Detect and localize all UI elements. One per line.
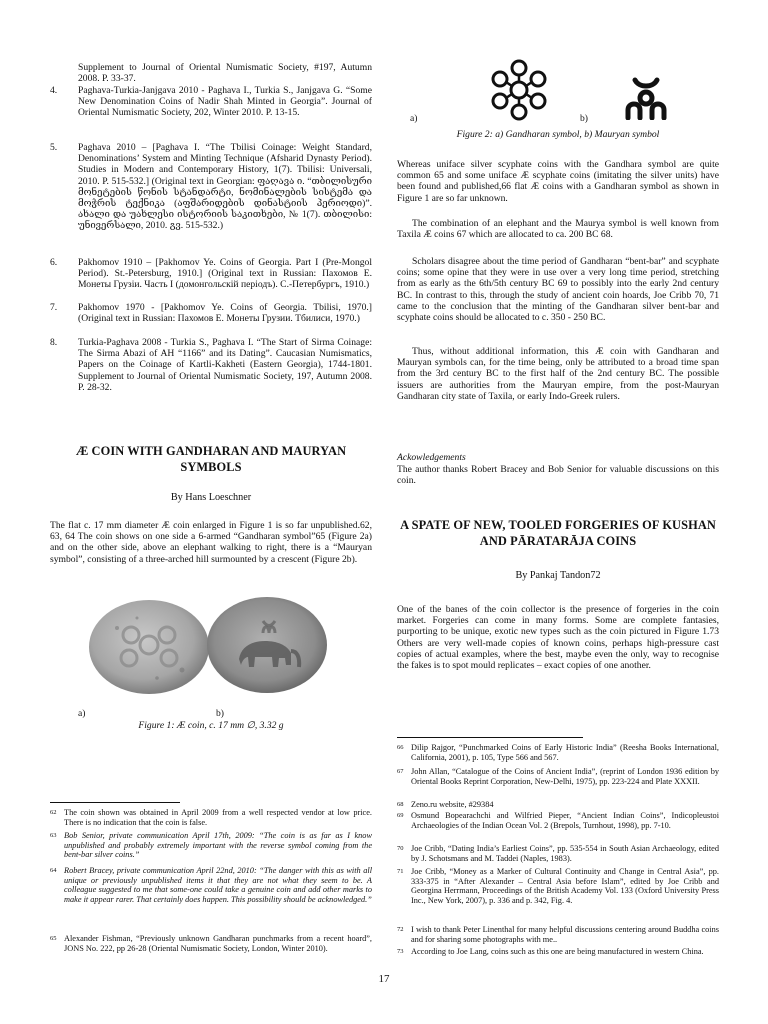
article-byline: By Hans Loeschner [170,492,252,503]
footnote-text: Alexander Fishman, “Previously unknown Gandharan punchmarks from a recent hoard”, JONS No. 222, pp 26-28 (Oriental Numismatic Society, London, Winter 2010). [64,934,372,953]
reference-number: 4. [50,85,58,96]
article-paragraph: Thus, without additional information, this Æ coin with Gandharan and Mauryan symbols can, for the time being, only be attributed to a broad time span from the 3rd century BC to the first half of the 2nd century BC. The possible issuers are authorities from the Mauryan empire, from the post-Mauryan Gandharan city state of Taxila, or early Indo-Greek rulers. [397,346,719,402]
reference-text: Supplement to Journal of Oriental Numismatic Society, #197, Autumn 2008. P. 33-37. [78,62,372,85]
footnote-65 [50,934,372,953]
article-paragraph: One of the banes of the coin collector is the presence of forgeries in the coin market. Forgeries can come in many forms. Some are complete fantasies, purporting to be unique, exotic new types such as the coin pictured in Figure 1.73 Others are very well-made copies of known coins, perhaps high-pressure cast copies of actual examples, where the best, maybe even the only, way to recognise the fakes is to spot mould replicates – exact copies of one another. [397,604,719,672]
footnote-number: 71 [397,868,404,875]
footnote-text: Dilip Rajgor, “Punchmarked Coins of Early Historic India” (Reesha Books International, California, 2001), p. 105, Type 566 and 567. [411,743,719,762]
article-title: A SPATE OF NEW, TOOLED FORGERIES OF KUSHAN AND PĀRATARĀJA COINS [400,518,716,548]
footnote-rule [397,737,583,738]
reference-3-continued [50,62,372,84]
figure2-label-a: a) [410,113,418,124]
footnote-number: 68 [397,801,404,808]
reference-text: Pakhomov 1970 - [Pakhomov Ye. Coins of Georgia. Tbilisi, 1970.] (Original text in Russian: Пахомов Е. Монеты Грузии. Тбилиси, 1970.) [78,302,372,325]
figure2-caption: Figure 2: a) Gandharan symbol, b) Mauryan symbol [456,129,660,140]
reference-text: Pakhomov 1910 – [Pakhomov Ye. Coins of Georgia. Part I (Pre-Mongol Period). St.-Petersburg, 1910.] (Original text in Russian: Пахомов Е. Монеты Грузіи. Часть I (домонгольскій періодъ). С.-Петербургъ, 1910.) [78,257,372,291]
article-title: Æ COIN WITH GANDHARAN AND MAURYAN SYMBOLS [75,444,347,474]
footnote-number: 69 [397,812,404,819]
footnote-rule [50,802,180,803]
footnote-text: Bob Senior, private communication April 17th, 2009: “The coin is as far as I know unpublished and probably extremely important with the reverse symbol coming from the bent-bar silver coins.” [64,831,372,860]
footnote-number: 73 [397,948,404,955]
acknowledgements-text: The author thanks Robert Bracey and Bob Senior for valuable discussions on this coin. [397,464,719,487]
footnote-72 [397,925,719,944]
footnote-69 [397,811,719,830]
page-number: 17 [378,973,390,985]
footnote-number: 66 [397,744,404,751]
reference-8 [50,337,372,393]
footnote-number: 70 [397,845,404,852]
coin-obverse-image [87,598,211,696]
mauryan-symbol-icon [620,76,672,120]
footnote-73 [397,947,719,957]
article-paragraph: Whereas uniface silver scyphate coins with the Gandhara symbol are quite common 65 and some uniface Æ scyphate coins (imitating the silver units) have been found and published,66 flat Æ coins with a Gandharan symbol as shown in Figure 1 are so far unknown. [397,159,719,204]
footnote-number: 72 [397,926,404,933]
figure1-caption: Figure 1: Æ coin, c. 17 mm ∅, 3.32 g [138,720,284,731]
footnote-70 [397,844,719,863]
reference-number: 8. [50,337,58,348]
footnote-62 [50,808,372,827]
footnote-68 [397,800,719,810]
reference-5 [50,142,372,232]
figure1-label-b: b) [216,708,224,719]
footnote-number: 62 [50,809,57,816]
footnote-66 [397,743,719,762]
footnote-71 [397,867,719,905]
footnote-63 [50,831,372,860]
figure2-label-b: b) [580,113,588,124]
figure1-label-a: a) [78,708,86,719]
reference-number: 7. [50,302,58,313]
reference-number: 5. [50,142,58,153]
reference-6 [50,257,372,291]
reference-text: Paghava 2010 – [Paghava I. “The Tbilisi Coinage: Weight Standard, Denominations’ System and Minting Technique (Afsharid Dynasty Period). Studies in Modern and Contemporary History, 1(7). Tbilisi: Universali, 2010. P. 515-532.] (Original text in Georgian: ფაღავა ი. “თბილისური მონეტების წონის სტანდარტი, ნომინალების სისტემა და მოჭრის ტექნიკა (აფშარიდების დინასტიის პერიოდი)”. ახალი და უახლესი ისტორიის საკითხები, № 1(7). თბილისი: უნივერსალი, 2010. გვ. 515-532.) [78,142,372,232]
footnote-text: Robert Bracey, private communication April 22nd, 2010: “The danger with this as with all unique or previously unpublished items it that they are not what they seem to be. A colleague suggested to me that some-one could take a genuine coin and add other marks to make it appear rarer. That certainly does happen. This possibility should be acknowledged.” [64,866,372,904]
footnote-text: John Allan, “Catalogue of the Coins of Ancient India”, (reprint of London 1936 edition by Oriental Books Reprint Corporation, New-Delhi, 1975), pp. 223-224 and Plate XXXII. [411,767,719,786]
reference-text: Paghava-Turkia-Janjgava 2010 - Paghava I., Turkia S., Janjgava G. “Some New Denomination Coins of Nadir Shah Minted in Georgia”. Journal of Oriental Numismatic Society, 202, Winter 2010. P. 13-15. [78,85,372,119]
footnote-number: 67 [397,768,404,775]
gandharan-symbol-icon [488,59,550,121]
footnote-text: Zeno.ru website, #29384 [411,800,494,809]
reference-number: 6. [50,257,58,268]
footnote-text: The coin shown was obtained in April 2009 from a well respected vendor at low price. There is no indication that the coin is false. [64,808,372,827]
footnote-text: I wish to thank Peter Linenthal for many helpful discussions centering around Buddha coins and for sharing some photographs with me.. [411,925,719,944]
footnote-text: Osmund Bopearachchi and Wilfried Pieper, “Ancient Indian Coins”, Indicopleustoi Archaeologies of the Indian Ocean Vol. 2 (Brepols, Turnhout, 1998), pp. 7-10. [411,811,719,830]
footnote-number: 64 [50,867,57,874]
footnote-number: 65 [50,935,57,942]
acknowledgements-heading: Ackowledgements [397,452,466,463]
article-paragraph: The combination of an elephant and the Maurya symbol is well known from Taxila Æ coins 67 which are allocated to ca. 200 BC 68. [397,218,719,241]
reference-7 [50,302,372,324]
footnote-67 [397,767,719,786]
footnote-64 [50,866,372,904]
footnote-text: Joe Cribb, “Dating India’s Earliest Coins”, pp. 535-554 in South Asian Archaeology, edited by J. Schotsmans and M. Taddei (Naples, 1983). [411,844,719,863]
footnote-number: 63 [50,832,57,839]
reference-text: Turkia-Paghava 2008 - Turkia S., Paghava I. “The Start of Sirma Coinage: The Sirma Abazi of AH “1166” and its Dating”. Caucasian Numismatics, Papers on the Coinage of Kartli-Kakheti (Eastern Georgia), 1744-1801. Supplement to Journal of Oriental Numismatic Society, 197, Autumn 2008. P. 28-32. [78,337,372,393]
footnote-text: Joe Cribb, “Money as a Marker of Cultural Continuity and Change in Central Asia”, pp. 333-375 in “After Alexander – Central Asia before Islam”, edited by Joe Cribb and Georgina Herrmann, Proceedings of the British Academy Vol. 133 (Oxford University Press Inc., New York, 2007), p. 336 and p. 342, Fig. 4. [411,867,719,905]
article-paragraph: Scholars disagree about the time period of Gandharan “bent-bar” and scyphate coins; some opine that they were in use over a very long time period, stretching from as early as the 6th/5th century BC 69 to possibly into the early 2nd century BC. In contrast to this, through the study of ancient coin hoards, Joe Cribb 70, 71 came to the conclusion that the minting of the Gandharan silver bent-bar and scyphate coins should be allocated to c. 350 - 250 BC. [397,256,719,324]
footnote-text: According to Joe Lang, coins such as this one are being manufactured in western China. [411,947,704,956]
coin-reverse-image [205,595,329,695]
reference-4 [50,85,372,119]
article-byline: By Pankaj Tandon72 [515,570,601,581]
article-paragraph: The flat c. 17 mm diameter Æ coin enlarged in Figure 1 is so far unpublished.62, 63, 64 The coin shows on one side a 6-armed “Gandharan symbol”65 (Figure 2a) and on the other side, above an elephant walking to right, there is a “Mauryan symbol”, consisting of a three-arched hill surmounted by a crescent (Figure 2b). [50,520,372,565]
